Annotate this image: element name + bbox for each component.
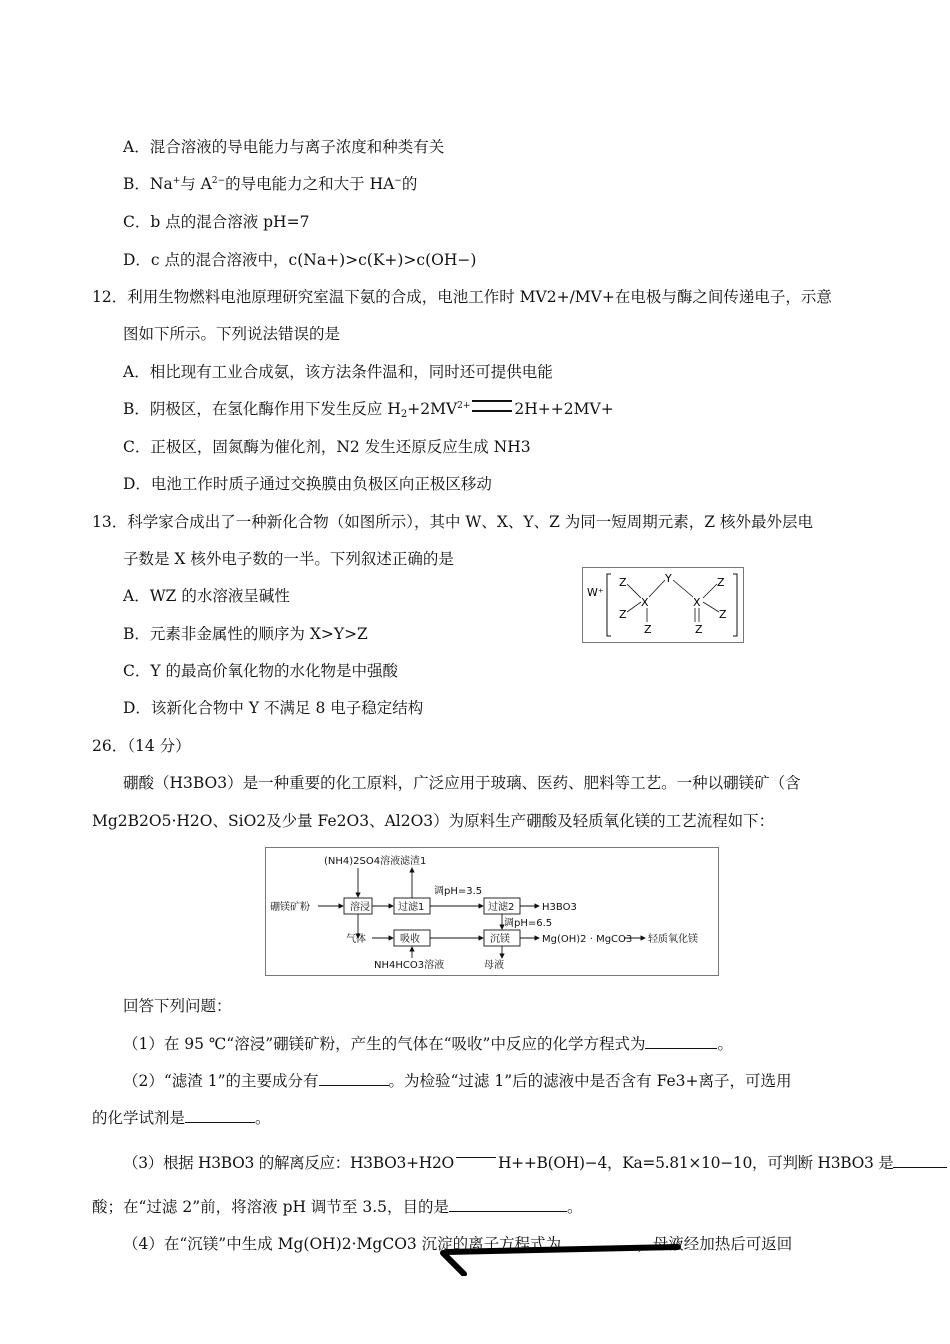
svg-text:X: X xyxy=(693,596,701,609)
w-cation: W⁺ xyxy=(587,586,604,599)
answer-blank-5[interactable] xyxy=(449,1197,567,1212)
pen-stroke-annotation xyxy=(440,1236,690,1276)
svg-text:Z: Z xyxy=(695,623,703,636)
flow-product-mg: Mg(OH)2 · MgCO3 xyxy=(542,934,633,945)
structure-diagram xyxy=(583,568,743,642)
answer-blank-1[interactable] xyxy=(645,1034,717,1049)
svg-text:Z: Z xyxy=(619,576,627,589)
svg-text:Y: Y xyxy=(665,572,672,585)
compound-structure-figure xyxy=(582,567,744,643)
q12-stem-line1: 12．利用生物燃料电池原理研究室温下氨的合成，电池工作时 MV2+/MV+在电极与酶之间传递电子，示意 xyxy=(92,288,832,306)
q26-intro-line1: 硼酸（H3BO3）是一种重要的化工原料，广泛应用于玻璃、医药、肥料等工艺。一种以硼镁矿（含 xyxy=(123,774,801,792)
q26-part1: （1）在 95 ℃“溶浸”硼镁矿粉，产生的气体在“吸收”中反应的化学方程式为 。 xyxy=(123,1035,733,1053)
svg-text:Z: Z xyxy=(717,576,725,589)
flow-adjust-ph1: 调pH=3.5 xyxy=(434,886,483,897)
equals-sign xyxy=(472,400,512,412)
q26-intro-line2: Mg2B2O5·H2O、SiO2及少量 Fe2O3、Al2O3）为原料生产硼酸及轻质氧化镁的工艺流程如下： xyxy=(92,812,775,830)
q11-option-a: A．混合溶液的导电能力与离子浓度和种类有关 xyxy=(123,138,445,156)
q12-option-c: C．正极区，固氮酶为催化剂，N2 发生还原反应生成 NH3 xyxy=(123,438,531,456)
answer-blank-2[interactable] xyxy=(319,1071,389,1086)
q12-option-a: A．相比现有工业合成氨，该方法条件温和，同时还可提供电能 xyxy=(123,363,553,381)
q12-stem-line2: 图如下所示。下列说法错误的是 xyxy=(123,325,341,343)
q26-part3-line1: （3）根据 H3BO3 的解离反应：H3BO3+H2O H++B(OH)−4，Ka=5.81×10−10，可判断 H3BO3 是 xyxy=(123,1153,947,1173)
flow-mother-liquor: 母液 xyxy=(484,960,504,971)
flow-product-boric-acid: H3BO3 xyxy=(542,902,577,913)
q13-stem-line1: 13．科学家合成出了一种新化合物（如图所示），其中 W、X、Y、Z 为同一短周期元素，Z 核外最外层电 xyxy=(92,513,813,531)
q26-part2-line2: 的化学试剂是 。 xyxy=(92,1109,271,1127)
q12-option-b: B．阴极区，在氢化酶作用下发生反应 $H_2+2MV^{2+}$ 2H++2MV+ xyxy=(123,400,614,420)
svg-text:过滤2: 过滤2 xyxy=(488,902,515,913)
flow-product-mgo: 轻质氧化镁 xyxy=(648,934,698,945)
q11-option-c: C．b 点的混合溶液 pH=7 xyxy=(123,213,310,231)
q26-part4: （4）在“沉镁”中生成 Mg(OH)2·MgCO3 沉淀的离子方程式为 ，母液经加热后可返回 xyxy=(123,1235,793,1253)
svg-text:溶浸: 溶浸 xyxy=(350,902,370,913)
svg-text:过滤1: 过滤1 xyxy=(398,902,425,913)
answer-blank-4[interactable] xyxy=(893,1153,947,1168)
flow-reagent2: NH4HCO3溶液 xyxy=(374,960,445,971)
flow-adjust-ph2: 调pH=6.5 xyxy=(504,918,553,929)
q13-option-d: D．该新化合物中 Y 不满足 8 电子稳定结构 xyxy=(123,699,424,717)
q12-option-d: D．电池工作时质子通过交换膜由负极区向正极区移动 xyxy=(123,475,492,493)
flow-start-label: 硼镁矿粉 xyxy=(270,902,310,913)
flow-reagent1: (NH4)2SO4溶液 xyxy=(324,856,401,867)
q26-answer-prompt: 回答下列问题： xyxy=(123,997,232,1015)
svg-text:沉镁: 沉镁 xyxy=(490,934,510,945)
svg-text:Z: Z xyxy=(619,608,627,621)
svg-text:Z: Z xyxy=(719,608,727,621)
flow-gas: 气体 xyxy=(346,934,366,945)
q11-option-d: D．c 点的混合溶液中，c(Na+)>c(K+)>c(OH−) xyxy=(123,251,477,269)
q13-stem-line2: 子数是 X 核外电子数的一半。下列叙述正确的是 xyxy=(123,550,454,568)
svg-text:Z: Z xyxy=(644,623,652,636)
q13-option-a: A．WZ 的水溶液呈碱性 xyxy=(123,587,290,605)
process-flow-chart xyxy=(265,847,719,976)
flow-residue: 滤渣1 xyxy=(400,856,427,867)
q11-option-b: B．Na+与 $A^{2-}$的导电能力之和大于 HA−的 xyxy=(123,175,418,193)
svg-text:吸收: 吸收 xyxy=(400,934,420,945)
q26-part3-line2: 酸；在“过滤 2”前，将溶液 pH 调节至 3.5，目的是 。 xyxy=(92,1198,583,1216)
q26-title: 26．（14 分） xyxy=(92,737,191,755)
answer-blank-3[interactable] xyxy=(185,1108,255,1123)
equilibrium-arrow xyxy=(456,1157,496,1164)
q13-option-c: C．Y 的最高价氧化物的水化物是中强酸 xyxy=(123,662,399,680)
svg-text:X: X xyxy=(641,596,649,609)
q13-option-b: B．元素非金属性的顺序为 X>Y>Z xyxy=(123,625,368,643)
q26-part2-line1: （2）“滤渣 1”的主要成分有 。为检验“过滤 1”后的滤液中是否含有 Fe3+离子，可选用 xyxy=(123,1072,792,1090)
